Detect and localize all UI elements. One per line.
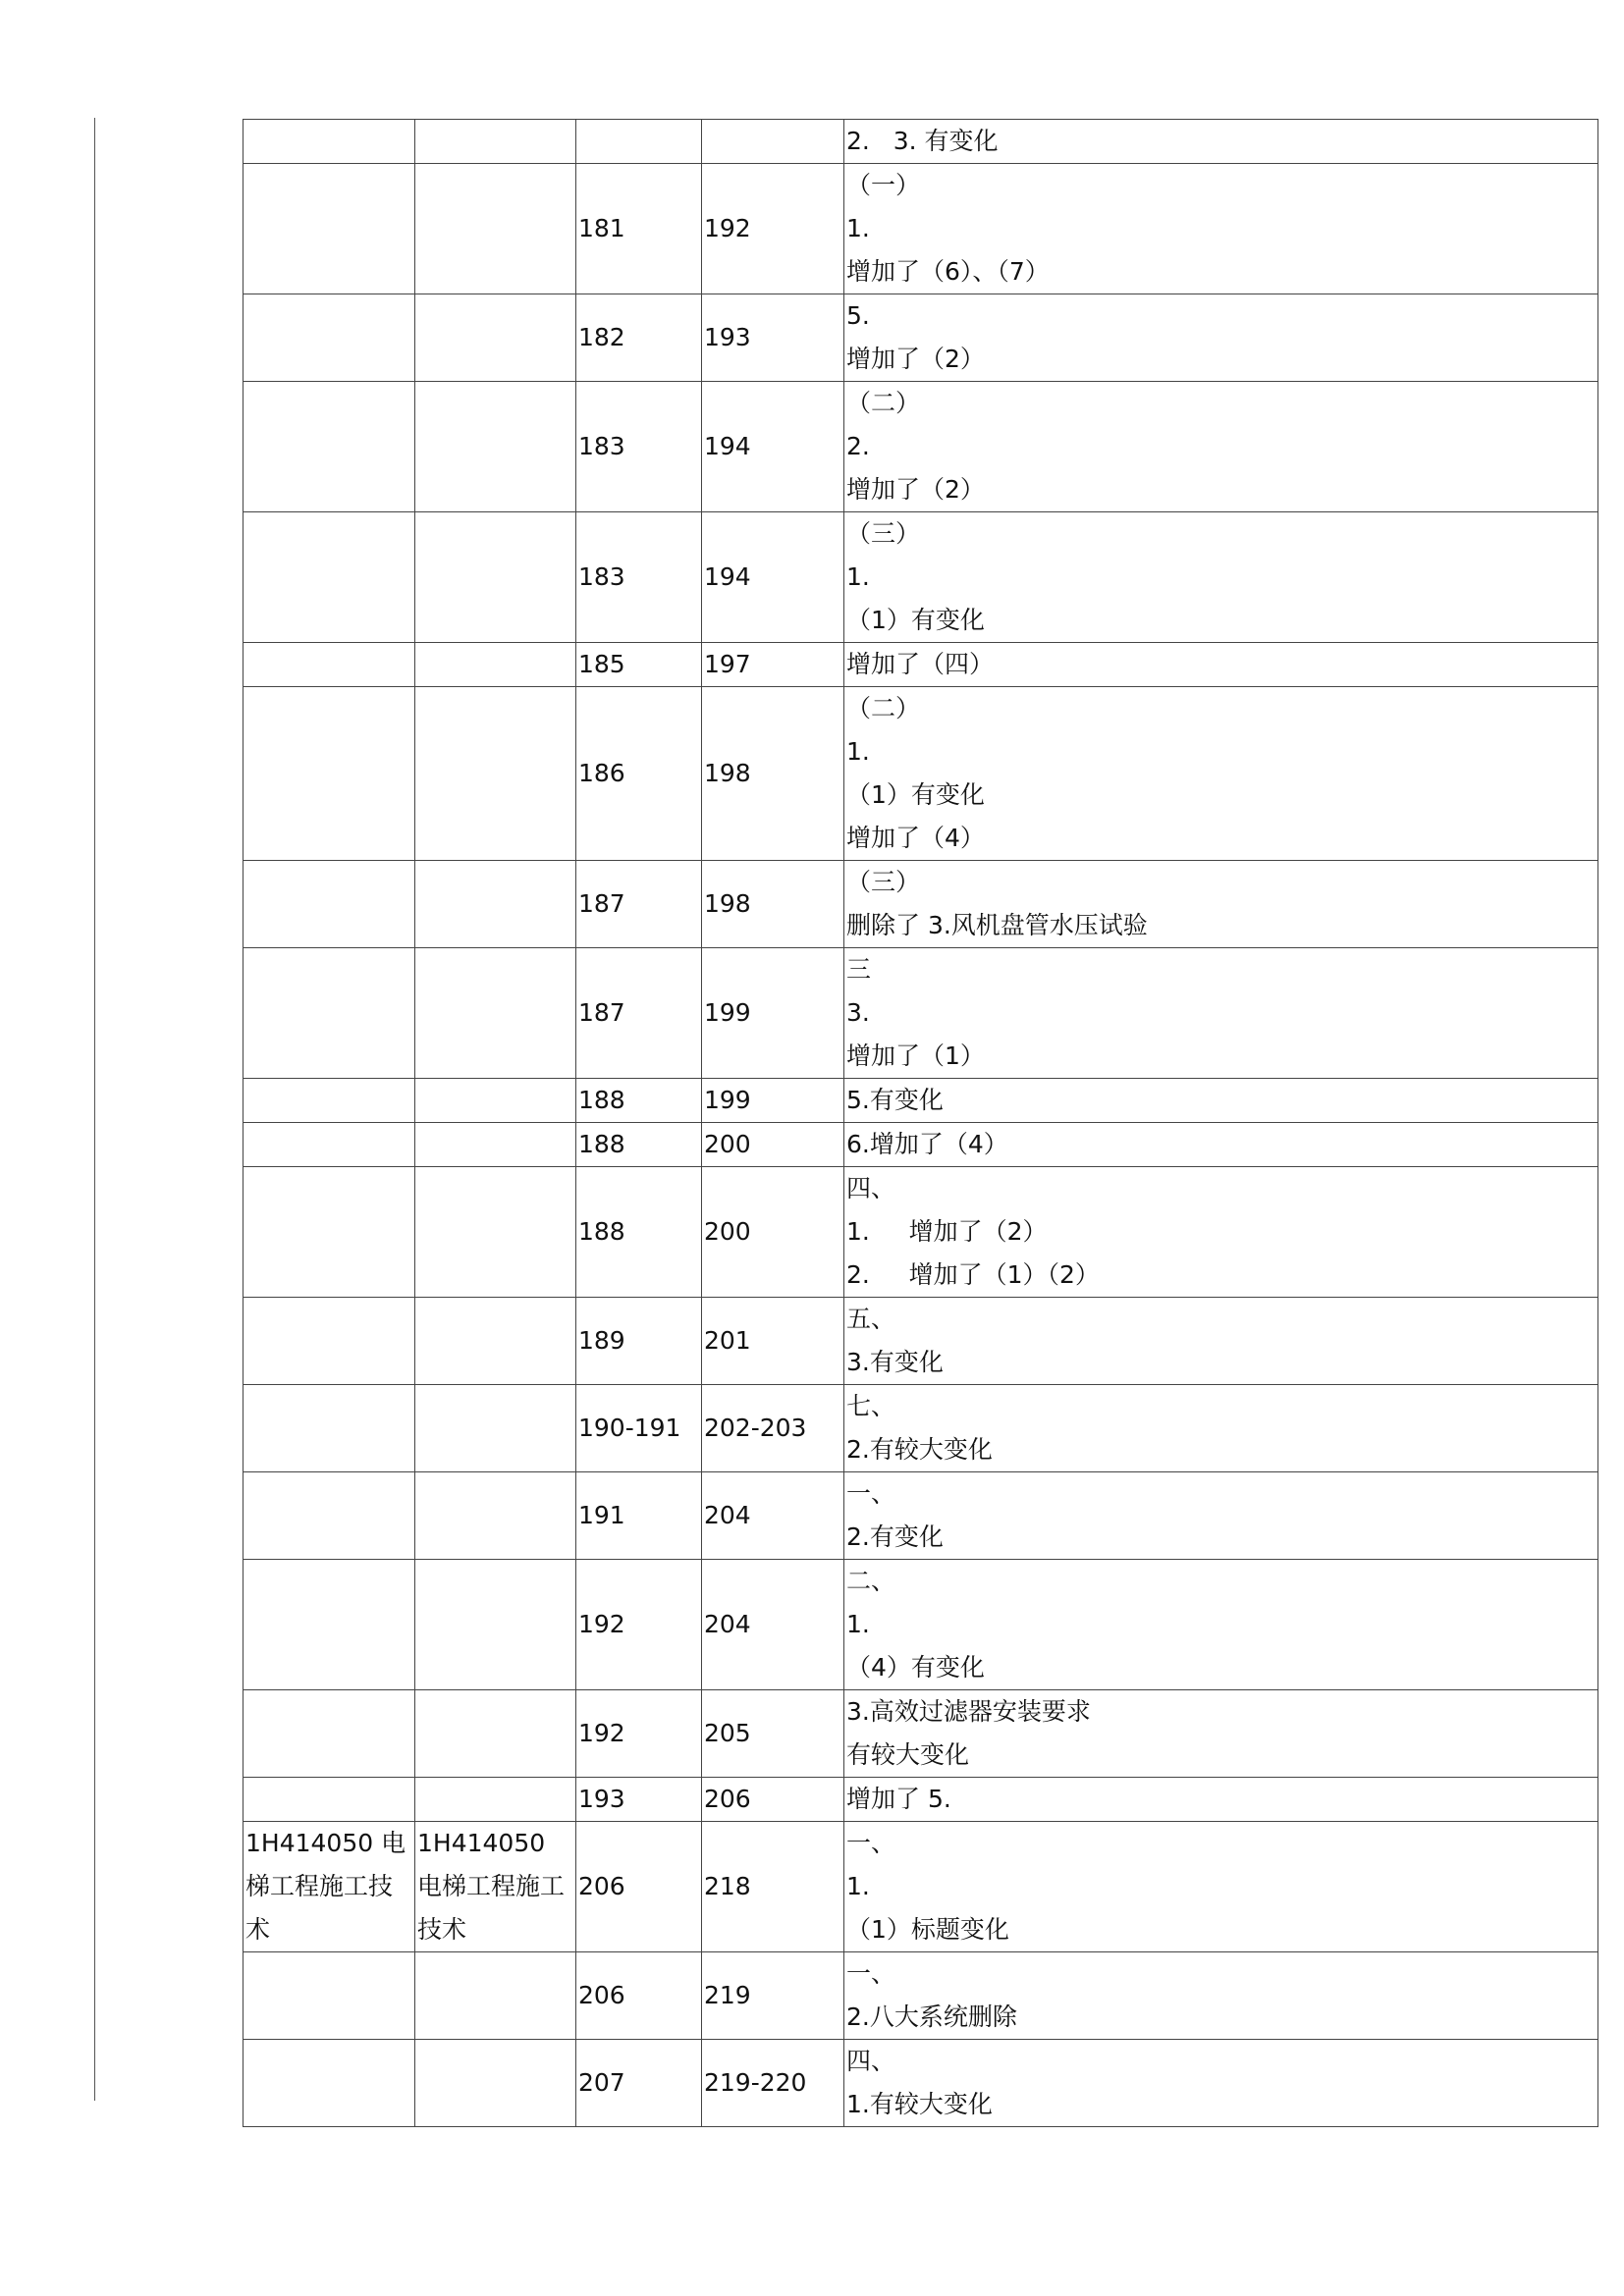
change-line: 一、 — [846, 1829, 896, 1857]
new-section-cell — [415, 382, 576, 512]
table-row — [244, 2040, 1598, 2127]
new-page-cell: 205 — [702, 1690, 844, 1778]
change-description-cell — [844, 1822, 1598, 1952]
change-description-cell — [844, 512, 1598, 643]
change-line: 2. — [846, 432, 870, 460]
old-section-cell — [244, 120, 415, 164]
table-row — [244, 1778, 1598, 1822]
new-section-cell — [415, 1560, 576, 1690]
new-page-cell: 206 — [702, 1778, 844, 1822]
old-page-cell: 206 — [576, 1822, 702, 1952]
old-page-cell: 191 — [576, 1472, 702, 1560]
table-row — [244, 1690, 1598, 1778]
change-line: （1）标题变化 — [846, 1915, 1009, 1944]
table-row — [244, 1298, 1598, 1385]
change-line: （三） — [846, 868, 921, 896]
new-page-cell: 204 — [702, 1472, 844, 1560]
old-section-cell — [244, 1298, 415, 1385]
table-row — [244, 861, 1598, 948]
change-description-cell — [844, 861, 1598, 948]
new-section-cell — [415, 120, 576, 164]
change-line: 6.增加了（4） — [846, 1130, 1008, 1158]
change-line: 2. 3. 有变化 — [846, 127, 999, 155]
change-description-cell — [844, 948, 1598, 1079]
old-page-cell — [576, 120, 702, 164]
new-page-cell: 219 — [702, 1952, 844, 2040]
change-line: 2.有变化 — [846, 1522, 944, 1551]
new-section-cell — [415, 1472, 576, 1560]
change-line: 2.有较大变化 — [846, 1435, 993, 1464]
new-page-cell: 218 — [702, 1822, 844, 1952]
table-row — [244, 382, 1598, 512]
change-line: 三 — [846, 955, 872, 984]
new-page-cell — [702, 120, 844, 164]
table-row — [244, 1123, 1598, 1167]
old-page-cell: 187 — [576, 948, 702, 1079]
change-description-cell — [844, 687, 1598, 861]
change-description-cell — [844, 1472, 1598, 1560]
change-table-body — [244, 120, 1598, 2127]
old-page-cell: 206 — [576, 1952, 702, 2040]
change-line: 一、 — [846, 1959, 896, 1988]
change-description-cell — [844, 382, 1598, 512]
table-row — [244, 1079, 1598, 1123]
change-line: 四、 — [846, 1174, 896, 1202]
old-page-cell: 188 — [576, 1079, 702, 1123]
old-page-cell: 192 — [576, 1560, 702, 1690]
table-row — [244, 120, 1598, 164]
old-page-cell: 186 — [576, 687, 702, 861]
table-row — [244, 512, 1598, 643]
new-section-cell — [415, 512, 576, 643]
change-line: 3.高效过滤器安装要求 — [846, 1697, 1091, 1726]
new-page-cell: 193 — [702, 294, 844, 382]
change-line: 1. — [846, 1610, 870, 1638]
new-page-cell: 199 — [702, 1079, 844, 1123]
old-section-cell — [244, 1123, 415, 1167]
change-description-cell — [844, 1079, 1598, 1123]
new-page-cell: 219-220 — [702, 2040, 844, 2127]
change-line: 1. — [846, 562, 870, 591]
new-section-cell: 1H414050 电梯工程施工技术 — [415, 1822, 576, 1952]
old-section-cell — [244, 1079, 415, 1123]
change-line: 1. — [846, 214, 870, 242]
old-section-cell — [244, 1952, 415, 2040]
table-row — [244, 1822, 1598, 1952]
change-description-cell — [844, 1167, 1598, 1298]
old-section-cell — [244, 1472, 415, 1560]
old-section-cell — [244, 512, 415, 643]
change-line: （一） — [846, 171, 921, 199]
change-description-cell — [844, 2040, 1598, 2127]
change-description-cell — [844, 1952, 1598, 2040]
old-page-cell: 192 — [576, 1690, 702, 1778]
change-description-cell — [844, 1560, 1598, 1690]
new-section-cell — [415, 2040, 576, 2127]
change-line: 增加了（四） — [846, 650, 995, 678]
new-page-cell: 204 — [702, 1560, 844, 1690]
new-section-cell — [415, 687, 576, 861]
table-row — [244, 1560, 1598, 1690]
change-line: （1）有变化 — [846, 606, 985, 634]
new-section-cell — [415, 294, 576, 382]
old-section-cell — [244, 2040, 415, 2127]
change-line: 二、 — [846, 1567, 896, 1595]
old-page-cell: 183 — [576, 382, 702, 512]
change-description-cell — [844, 1690, 1598, 1778]
old-section-cell — [244, 1690, 415, 1778]
change-line: （1）有变化 — [846, 780, 985, 809]
left-margin-rule — [94, 118, 95, 2101]
new-page-cell: 199 — [702, 948, 844, 1079]
change-line: 5.有变化 — [846, 1086, 944, 1114]
new-page-cell: 202-203 — [702, 1385, 844, 1472]
change-line: 2. 增加了（1）（2） — [846, 1260, 1100, 1289]
old-page-cell: 193 — [576, 1778, 702, 1822]
new-section-cell — [415, 1298, 576, 1385]
table-row — [244, 1472, 1598, 1560]
change-description-cell — [844, 1385, 1598, 1472]
old-page-cell: 187 — [576, 861, 702, 948]
new-section-cell — [415, 1167, 576, 1298]
old-section-cell — [244, 382, 415, 512]
table-row — [244, 948, 1598, 1079]
change-line: 增加了（6）、（7） — [846, 257, 1050, 286]
change-line: 四、 — [846, 2047, 896, 2075]
old-page-cell: 183 — [576, 512, 702, 643]
old-section-cell — [244, 294, 415, 382]
change-line: 3. — [846, 998, 870, 1027]
new-section-cell — [415, 1778, 576, 1822]
change-line: 增加了 5. — [846, 1785, 951, 1813]
change-line: 2.八大系统删除 — [846, 2002, 1017, 2031]
change-line: 增加了（4） — [846, 824, 985, 852]
new-section-cell — [415, 1690, 576, 1778]
change-description-cell — [844, 1778, 1598, 1822]
old-section-cell — [244, 1385, 415, 1472]
new-page-cell: 194 — [702, 512, 844, 643]
change-line: 1. — [846, 737, 870, 766]
new-section-cell — [415, 1079, 576, 1123]
change-line: 1.有较大变化 — [846, 2090, 993, 2118]
new-section-cell — [415, 643, 576, 687]
table-row — [244, 1952, 1598, 2040]
old-section-cell — [244, 687, 415, 861]
change-line: 七、 — [846, 1392, 896, 1420]
new-page-cell: 194 — [702, 382, 844, 512]
new-section-cell — [415, 1123, 576, 1167]
change-line: 3.有变化 — [846, 1348, 944, 1376]
change-description-cell — [844, 294, 1598, 382]
new-page-cell: 192 — [702, 164, 844, 294]
new-page-cell: 200 — [702, 1123, 844, 1167]
table-row — [244, 687, 1598, 861]
old-page-cell: 189 — [576, 1298, 702, 1385]
change-line: （三） — [846, 519, 921, 548]
old-section-cell — [244, 1778, 415, 1822]
old-section-cell — [244, 948, 415, 1079]
old-section-cell — [244, 1560, 415, 1690]
new-page-cell: 198 — [702, 861, 844, 948]
new-section-cell — [415, 1385, 576, 1472]
change-description-cell — [844, 120, 1598, 164]
change-line: 五、 — [846, 1305, 896, 1333]
new-page-cell: 198 — [702, 687, 844, 861]
new-page-cell: 197 — [702, 643, 844, 687]
change-description-cell — [844, 164, 1598, 294]
change-line: 有较大变化 — [846, 1740, 970, 1769]
change-line: 5. — [846, 301, 870, 330]
old-page-cell: 188 — [576, 1123, 702, 1167]
new-page-cell: 201 — [702, 1298, 844, 1385]
new-section-cell — [415, 1952, 576, 2040]
new-section-cell — [415, 164, 576, 294]
old-page-cell: 190-191 — [576, 1385, 702, 1472]
old-section-cell — [244, 861, 415, 948]
table-row — [244, 164, 1598, 294]
change-line: （二） — [846, 694, 921, 722]
change-line: （二） — [846, 389, 921, 417]
change-line: （4）有变化 — [846, 1653, 985, 1682]
new-page-cell: 200 — [702, 1167, 844, 1298]
new-section-cell — [415, 948, 576, 1079]
change-line: 1. — [846, 1872, 870, 1900]
change-description-cell — [844, 1298, 1598, 1385]
old-section-cell — [244, 1167, 415, 1298]
change-line: 1. 增加了（2） — [846, 1217, 1048, 1246]
change-description-cell — [844, 643, 1598, 687]
table-row — [244, 1385, 1598, 1472]
old-section-cell — [244, 164, 415, 294]
table-row — [244, 643, 1598, 687]
old-page-cell: 207 — [576, 2040, 702, 2127]
old-page-cell: 181 — [576, 164, 702, 294]
change-line: 一、 — [846, 1479, 896, 1508]
change-line: 增加了（2） — [846, 345, 985, 373]
table-row — [244, 294, 1598, 382]
change-table — [243, 119, 1598, 2127]
change-line: 删除了 3.风机盘管水压试验 — [846, 911, 1148, 939]
old-page-cell: 188 — [576, 1167, 702, 1298]
old-page-cell: 182 — [576, 294, 702, 382]
table-row — [244, 1167, 1598, 1298]
old-section-cell — [244, 643, 415, 687]
new-section-cell — [415, 861, 576, 948]
old-section-cell: 1H414050 电梯工程施工技术 — [244, 1822, 415, 1952]
change-description-cell — [844, 1123, 1598, 1167]
old-page-cell: 185 — [576, 643, 702, 687]
change-line: 增加了（1） — [846, 1041, 985, 1070]
change-line: 增加了（2） — [846, 475, 985, 504]
